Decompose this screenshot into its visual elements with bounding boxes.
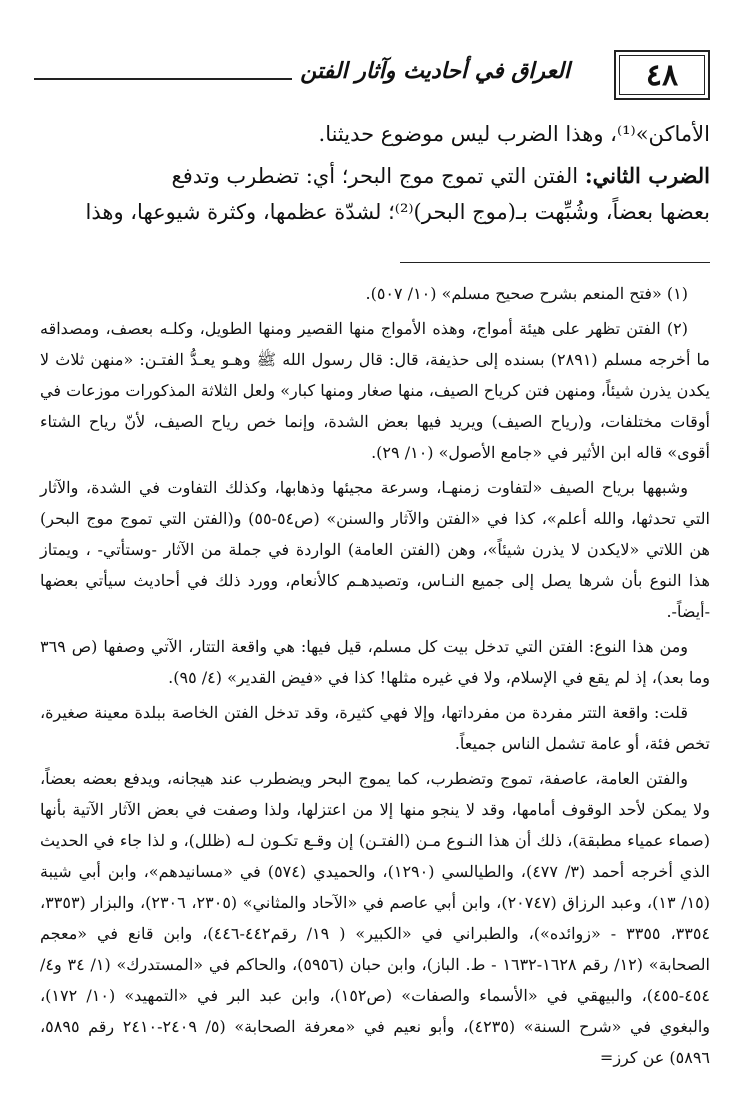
footnotes (40, 278, 710, 1077)
footnote-para: وشبهها برياح الصيف «لتفاوت زمنهـا، وسرعة مجيئها وذهابها، وكذلك التفاوت في الشدة، والآثار التي تحدثها، والله أعلم»، كذا في «الفتن والآثار والسنن» (ص٥٤-٥٥) و(الفتن التي تموج موج البحر) هن اللاتي «لايكدن لا يذرن شيئاً»، وهن (الفتن العامة) الواردة في جملة من الآثار -وستأتي- ، ويمتاز هذا النوع بأن شرها يصل إلى جميع النـاس، وتصيدهـم كالأنعام، وورد ذلك في أحاديث سيأتي بعضها -أيضاً-. (40, 478, 711, 621)
main-line-2-rest: الفتن التي تموج موج البحر؛ أي: تضطرب وتدفع (171, 164, 585, 188)
footnote-2: (٢) الفتن تظهر على هيئة أمواج، وهذه الأمواج منها القصير ومنها الطويل، وكلـه بعصف، ومصداقه ما أخرجه مسلم (٢٨٩١) بسنده إلى حذيفة، قال: قال رسول الله ﷺ وهـو يعـدُّ الفتـن: «منهن ثلاث لا يكدن يذرن شيئاً، ومنهن فتن كرياح الصيف، منها صغار ومنها كبار» ولعل الثلاثة المذكورات موزعات في أوقات مختلفات، و(رياح الصيف) ويريد فيها بعض الشدة، وإنما خص رياح الصيف، لأنّ رياح الشتاء أقوى» قاله ابن الأثير في «جامع الأصول» (١٠/ ٢٩). (40, 319, 711, 462)
main-line-1: الأماكن»⁽¹⁾، وهذا الضرب ليس موضوع حديثنا. (318, 122, 710, 146)
footnote-separator (400, 262, 710, 263)
main-line-3: بعضها بعضاً، وشُبِّهت بـ(موج البحر)⁽²⁾؛ لشدّة عظمها، وكثرة شيوعها، وهذا (85, 200, 710, 224)
footnote-para: ومن هذا النوع: الفتن التي تدخل بيت كل مسلم، قيل فيها: هي واقعة التتار، الآتي وصفها (ص ٣٦٩ وما بعد)، إذ لم يقع في الإسلام، ولا في غيره مثلها! كذا في «فيض القدير» (٤/ ٩٥). (40, 637, 710, 687)
main-text (40, 116, 710, 230)
book-title: العراق في أحاديث وآثار الفتن (292, 58, 578, 84)
footnote-para: والفتن العامة، عاصفة، تموج وتضطرب، كما يموج البحر ويضطرب عند هيجانه، ويدفع بعضه بعضاً، ولا يمكن لأحد الوقوف أمامها، وقد لا ينجو منها إلا من اعتزلها، ولذا وصفت في بعض الآثار الآتية بأنها (صماء عمياء مطبقة)، ذلك أن هذا النـوع مـن (الفتـن) إن وقـع تكـون لـه (ظلل)، و لذا جاء في الحديث الذي أخرجه أحمد (٣/ ٤٧٧)، والطيالسي (١٢٩٠)، والحميدي (٥٧٤) في «مسانيدهم»، وابن أبي شيبة (١٥/ ١٣)، وعبد الرزاق (٢٠٧٤٧)، وابن أبي عاصم في «الآحاد والمثاني» (٢٣٠٥، ٢٣٠٦)، والبزار (٣٣٥٣، ٣٣٥٤، ٣٣٥٥ - «زوائده»)، والطبراني في «الكبير» ( ١٩/ رقم٤٤٢-٤٤٦)، وابن قانع في «معجم الصحابة» (١٢/ رقم ١٦٢٨-١٦٣٢ - ط. الباز)، وابن حبان (٥٩٥٦)، والحاكم في «المستدرك» (١/ ٣٤ و٤/ ٤٥٤-٤٥٥)، والبيهقي في «الأسماء والصفات» (ص١٥٢)، وابن عبد البر في «التمهيد» (١٠/ ١٧٢)، والبغوي في «شرح السنة» (٤٢٣٥)، وأبو نعيم في «معرفة الصحابة» (٥/ ٢٤٠٩-٢٤١٠ رقم ٥٨٩٥، ٥٨٩٦) عن كرز= (40, 769, 711, 1067)
running-header (28, 42, 728, 106)
footnote-para: قلت: واقعة التتر مفردة من مفرداتها، وإلا فهي كثيرة، وقد تدخل الفتن الخاصة ببلدة معينة صغيرة، تخص فئة، أو عامة تشمل الناس جميعاً. (40, 703, 710, 753)
footnote-1: (١) «فتح المنعم بشرح صحيح مسلم» (١٠/ ٥٠٧). (365, 284, 688, 303)
main-line-2 (40, 158, 710, 194)
section-lead: الضرب الثاني: (584, 163, 710, 188)
page-number: ٤٨ (614, 50, 710, 100)
